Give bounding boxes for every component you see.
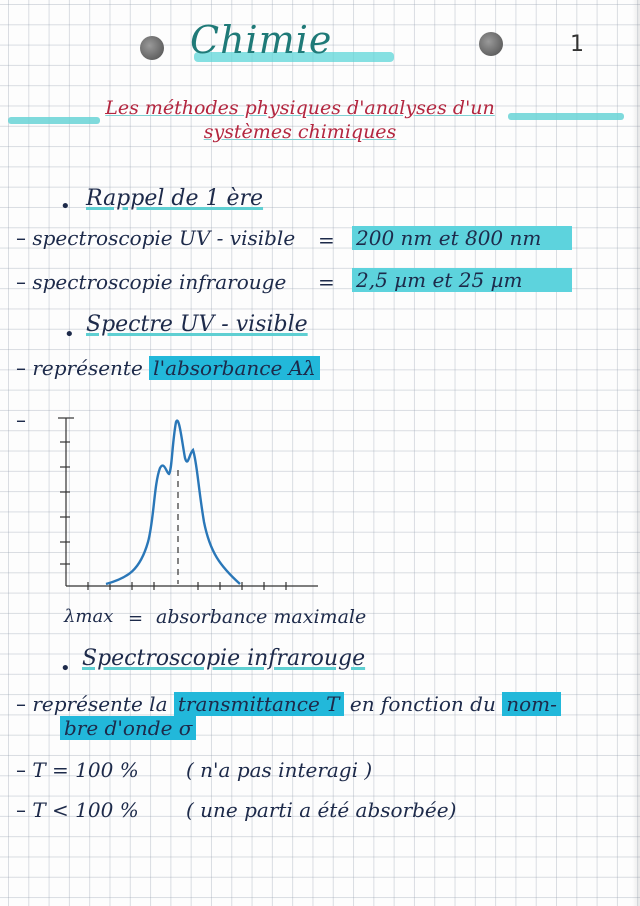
ir-description-line2 xyxy=(60,716,196,740)
bullet: • xyxy=(60,658,71,679)
bullet: • xyxy=(60,196,71,217)
binder-hole-right xyxy=(479,32,503,56)
wavenumber-highlight: bre d'onde σ xyxy=(60,716,196,740)
list-item-uv: – spectroscopie UV - visible xyxy=(16,226,296,250)
uv-range-value: 200 nm et 800 nm xyxy=(352,226,572,250)
lambda-max-definition: absorbance maximale xyxy=(156,606,367,628)
heading-rappel: Rappel de 1 ère xyxy=(86,186,264,211)
subtitle: Les méthodes physiques d'analyses d'un systèmes chimiques xyxy=(105,97,495,143)
transmittance-less-100-note: ( une parti a été absorbée) xyxy=(186,798,457,822)
ir-description-line1: – représente la transmittance T en fonction du nom- xyxy=(16,692,561,716)
page-title: Chimie xyxy=(190,18,333,62)
equals-sign: = xyxy=(318,270,335,294)
dash-marker: – xyxy=(16,408,26,432)
binder-hole-left xyxy=(140,36,164,60)
heading-uv: Spectre UV - visible xyxy=(86,312,308,337)
transmittance-less-100: – T < 100 % xyxy=(16,798,139,822)
lambda-max-label: λmax xyxy=(64,606,114,627)
absorbance-highlight: l'absorbance Aλ xyxy=(149,356,320,380)
uv-description: – représente l'absorbance Aλ xyxy=(16,356,320,380)
transmittance-100-note: ( n'a pas interagi ) xyxy=(186,758,373,782)
heading-ir: Spectroscopie infrarouge xyxy=(82,646,366,671)
bullet: • xyxy=(64,324,75,345)
transmittance-100: – T = 100 % xyxy=(16,758,139,782)
equals-sign: = xyxy=(318,228,335,252)
subtitle-rule-left xyxy=(8,117,100,124)
ir-range-value: 2,5 µm et 25 µm xyxy=(352,268,572,292)
page-number: 1 xyxy=(570,32,584,57)
transmittance-highlight: transmittance T xyxy=(174,692,344,716)
equals-sign: = xyxy=(128,608,144,629)
absorbance-curve xyxy=(106,421,240,584)
uv-spectrum-sketch xyxy=(48,412,328,600)
subtitle-rule-right xyxy=(508,113,624,120)
list-item-ir: – spectroscopie infrarouge xyxy=(16,270,287,294)
